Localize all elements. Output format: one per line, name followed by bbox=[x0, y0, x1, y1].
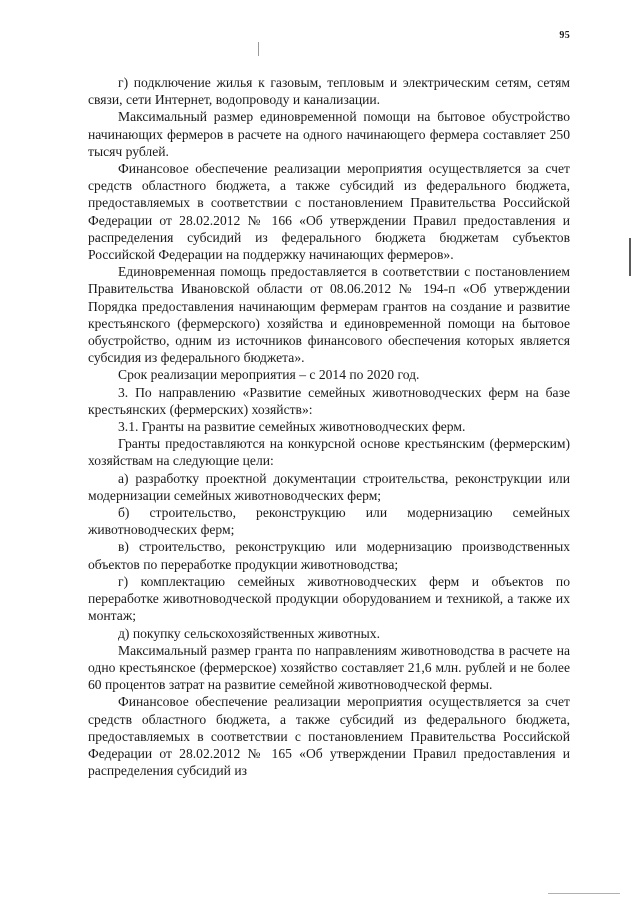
page-number: 95 bbox=[559, 30, 570, 41]
paragraph-direction-3: 3. По направлению «Развитие семейных животноводческих ферм на базе крестьянских (фермерских) хозяйств»: bbox=[88, 384, 570, 417]
paragraph-max-assistance: Максимальный размер единовременной помощи на бытовое обустройство начинающих фермеров в расчете на одного начинающего фермера составляет 250 тысяч рублей. bbox=[88, 109, 570, 159]
scan-artifact-bottom bbox=[548, 893, 620, 894]
list-item-v: в) строительство, реконструкцию или модернизацию производственных объектов по переработке продукции животноводства; bbox=[88, 539, 570, 572]
list-item-a: а) разработку проектной документации строительства, реконструкции или модернизации семейных животноводческих ферм; bbox=[88, 470, 570, 503]
paragraph-max-grant: Максимальный размер гранта по направлениям животноводства в расчете на одно крестьянское (фермерское) хозяйство составляет 21,6 млн. рублей и не более 60 процентов затрат на развитие семейной животноводческой фермы. bbox=[88, 642, 570, 693]
list-item-d: д) покупку сельскохозяйственных животных. bbox=[118, 625, 380, 641]
scan-artifact-right bbox=[629, 238, 631, 276]
paragraph-gas-connection: г) подключение жилья к газовым, тепловым и электрическим сетям, сетям связи, сети Интернет, водопроводу и канализации. bbox=[88, 75, 570, 108]
list-item-b: б) строительство, реконструкцию или модернизацию семейных животноводческих ферм; bbox=[88, 505, 570, 538]
scan-artifact-top bbox=[258, 42, 259, 56]
list-item-g: г) комплектацию семейных животноводческих ферм и объектов по переработке животноводческой продукции оборудованием и техникой, а также их монтаж; bbox=[88, 573, 570, 624]
document-body bbox=[88, 74, 570, 779]
paragraph-term: Срок реализации мероприятия – с 2014 по 2020 год. bbox=[118, 367, 420, 383]
paragraph-onetime-assistance: Единовременная помощь предоставляется в соответствии с постановлением Правительства Ивановской области от 08.06.2012 № 194-п «Об утверждении Порядка предоставления начинающим фермерам грантов на создание и развитие крестьянского (фермерского) хозяйства и единовременной помощи на бытовое обустройство, одним из источников финансового обеспечения которых является субсидия из федерального бюджета». bbox=[88, 264, 570, 366]
paragraph-financing-166: Финансовое обеспечение реализации мероприятия осуществляется за счет средств областного бюджета, а также субсидий из федерального бюджета, предоставляемых в соответствии с постановлением Правительства Российской Федерации от 28.02.2012 № 166 «Об утверждении Правил предоставления и распределения субсидий из федерального бюджета бюджетам субъектов Российской Федерации на поддержку начинающих фермеров». bbox=[88, 161, 570, 263]
paragraph-financing-165: Финансовое обеспечение реализации мероприятия осуществляется за счет средств областного бюджета, а также субсидий из федерального бюджета, предоставляемых в соответствии с постановлением Правительства Российской Федерации от 28.02.2012 № 165 «Об утверждении Правил предоставления и распределения субсидий из bbox=[88, 694, 570, 779]
paragraph-grants-3-1: 3.1. Гранты на развитие семейных животноводческих ферм. bbox=[118, 419, 466, 435]
paragraph-grants-purposes: Гранты предоставляются на конкурсной основе крестьянским (фермерским) хозяйствам на следующие цели: bbox=[88, 436, 570, 469]
